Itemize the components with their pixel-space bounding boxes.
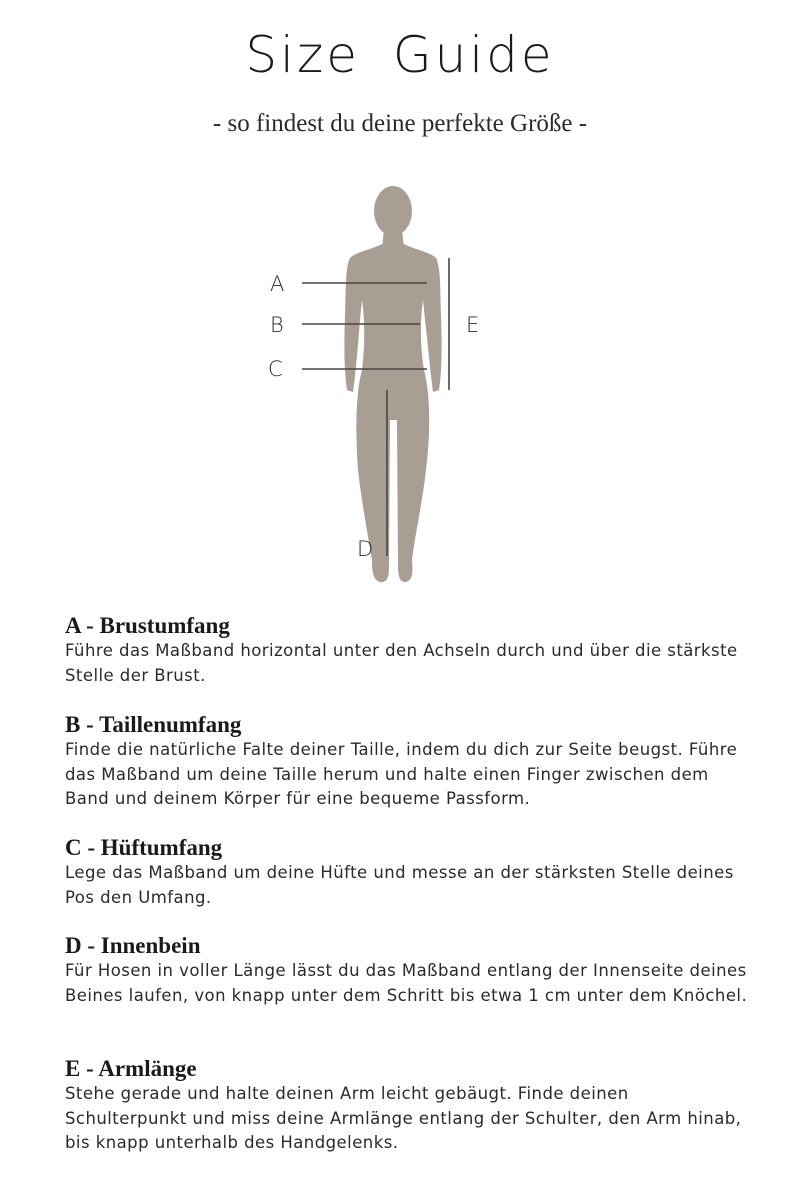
section-heading: D - Innenbein (65, 933, 201, 958)
section-heading: C - Hüftumfang (65, 835, 223, 860)
section-heading: A - Brustumfang (65, 613, 230, 638)
section-heading: E - Armlänge (65, 1056, 197, 1081)
section-taillenumfang (65, 712, 755, 812)
section-text: Stehe gerade und halte deinen Arm leicht gebäugt. Finde deinen Schulterpunkt und miss deine Armlänge entlang der Schulter, den Arm hinab, bis knapp unterhalb des Handgelenks. (65, 1084, 742, 1152)
marker-d: D (357, 537, 374, 561)
section-armlaenge (65, 1056, 755, 1156)
marker-a: A (270, 272, 285, 296)
section-text: Lege das Maßband um deine Hüfte und messe an der stärksten Stelle deines Pos den Umfang. (65, 863, 734, 907)
section-brustumfang (65, 613, 755, 688)
section-innenbein (65, 933, 755, 1008)
body-silhouette (344, 186, 441, 582)
marker-b: B (270, 313, 284, 337)
section-text: Führe das Maßband horizontal unter den Achseln durch und über die stärkste Stelle der Brust. (65, 641, 738, 685)
section-text: Für Hosen in voller Länge lässt du das Maßband entlang der Innenseite deines Beines laufen, von knapp unter dem Schritt bis etwa 1 cm unter dem Knöchel. (65, 961, 748, 1005)
section-heading: B - Taillenumfang (65, 712, 242, 737)
section-hueftumfang (65, 835, 755, 910)
marker-c: C (268, 357, 283, 381)
page-subtitle: - so findest du deine perfekte Größe - (212, 110, 588, 137)
section-text: Finde die natürliche Falte deiner Taille, indem du dich zur Seite beugst. Führe das Maßband um deine Taille herum und halte einen Finger zwischen dem Band und deinem Körper für eine bequeme Passform. (65, 740, 738, 808)
marker-e: E (466, 313, 480, 337)
page-title: Size Guide (245, 26, 555, 84)
